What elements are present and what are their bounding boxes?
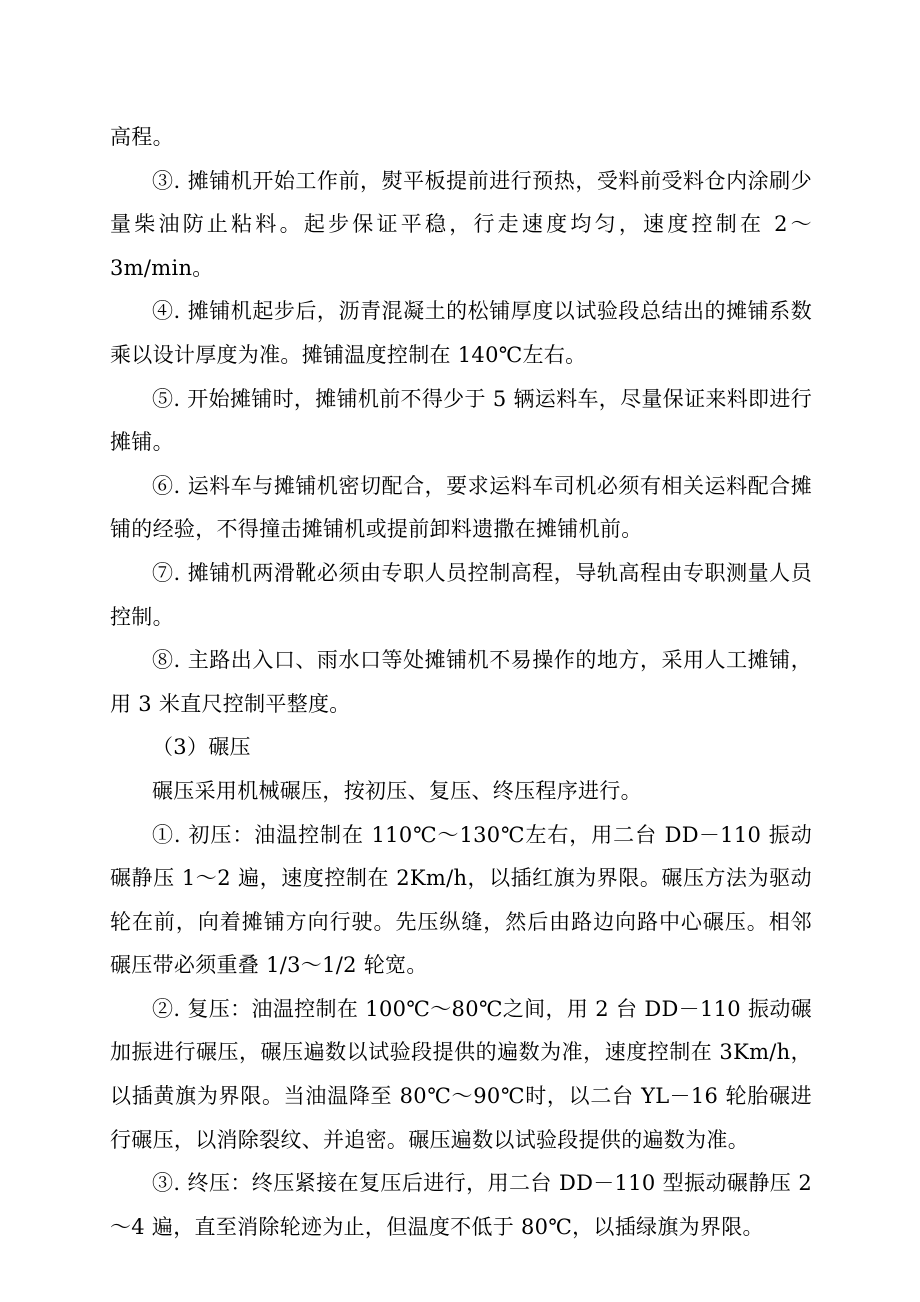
paragraph-final-rolling: ③. 终压：终压紧接在复压后进行，用二台 DD－110 型振动碾静压 2～4 遍，直至消除轮迹为止，但温度不低于 80℃，以插绿旗为界限。 [110, 1171, 812, 1239]
paragraph-item-8-manual-paving: ⑧. 主路出入口、雨水口等处摊铺机不易操作的地方，采用人工摊铺，用 3 米直尺控制平整度。 [110, 648, 812, 716]
paragraph-item-7-skids: ⑦. 摊铺机两滑靴必须由专职人员控制高程，导轨高程由专职测量人员控制。 [110, 560, 812, 629]
paragraph-item-6-coordination: ⑥. 运料车与摊铺机密切配合，要求运料车司机必须有相关运料配合摊铺的经验，不得撞击摊铺机或提前卸料遗撒在摊铺机前。 [110, 473, 812, 542]
document-body [110, 116, 812, 1249]
paragraph-elevation-tail: 高程。 [110, 125, 174, 149]
paragraph-rolling-intro: 碾压采用机械碾压，按初压、复压、终压程序进行。 [152, 778, 642, 803]
paragraph-item-3-paver-preheat: ③. 摊铺机开始工作前，熨平板提前进行预热，受料前受料仓内涂刷少量柴油防止粘料。起步保证平稳，行走速度均匀，速度控制在 2～3m/min。 [110, 168, 812, 280]
paragraph-item-4-loose-thickness: ④. 摊铺机起步后，沥青混凝土的松铺厚度以试验段总结出的摊铺系数乘以设计厚度为准。摊铺温度控制在 140℃左右。 [110, 299, 812, 367]
section-heading-rolling: （3）碾压 [152, 735, 251, 760]
paragraph-initial-rolling: ①. 初压：油温控制在 110℃～130℃左右，用二台 DD－110 振动碾静压 1～2 遍，速度控制在 2Km/h，以插红旗为界限。碾压方法为驱动轮在前，向着摊铺方向行驶。先压纵缝，然后由路边向路中心碾压。相邻碾压带必须重叠 1/3～1/2 轮宽。 [110, 822, 812, 978]
paragraph-secondary-rolling: ②. 复压：油温控制在 100℃～80℃之间，用 2 台 DD－110 振动碾加振进行碾压，碾压遍数以试验段提供的遍数为准，速度控制在 3Km/h，以插黄旗为界限。当油温降至 80℃～90℃时，以二台 YL－16 轮胎碾进行碾压，以消除裂纹、并追密。碾压遍数以试验段提供的遍数为准。 [110, 996, 812, 1152]
paragraph-item-5-trucks: ⑤. 开始摊铺时，摊铺机前不得少于 5 辆运料车，尽量保证来料即进行摊铺。 [110, 386, 812, 455]
